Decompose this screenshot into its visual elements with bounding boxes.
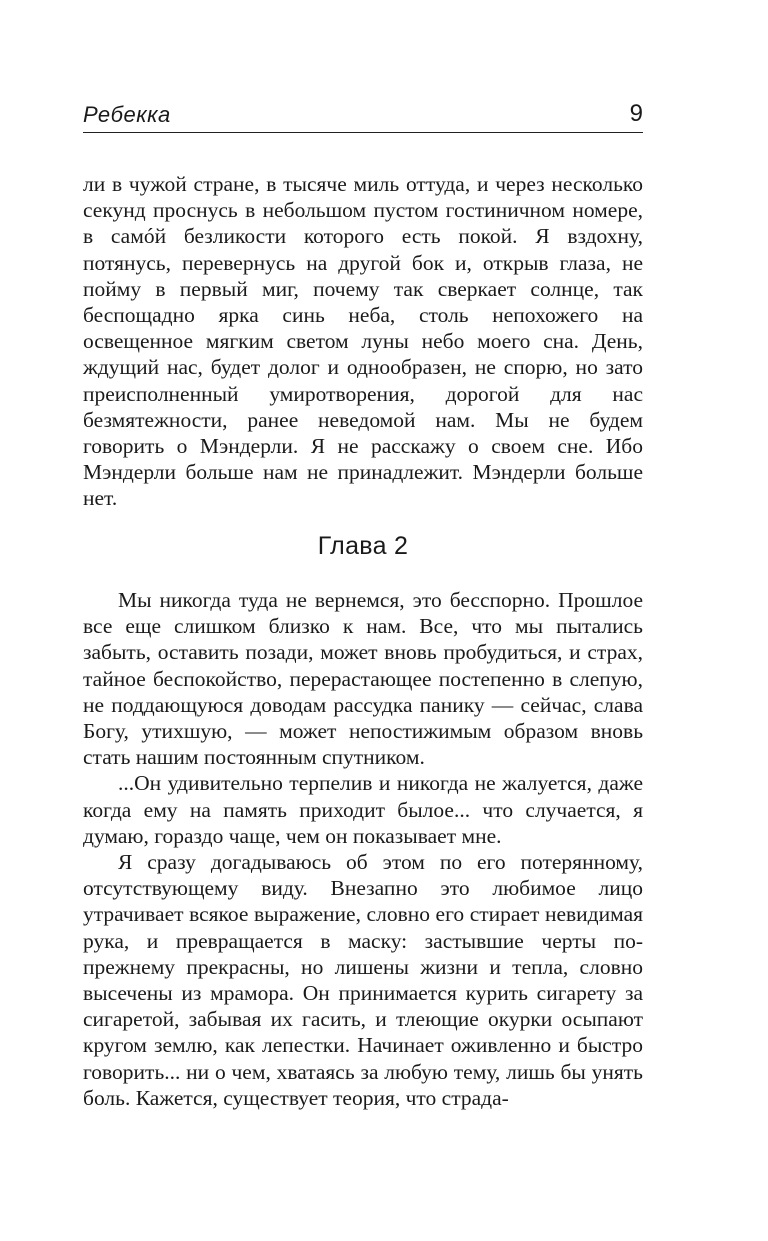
page-number: 9 [629,100,643,127]
chapter-heading: Глава 2 [317,532,409,560]
chapter-text [83,587,643,1111]
paragraph-continuation: ли в чужой стране, в тысяче миль оттуда, и через несколько секунд проснусь в небольшом пустом гостиничном номере, в самóй безликости которого есть покой. Я вздохну, потянусь, перевернусь на другой бок и, открыв глаза, не пойму в первый миг, почему так сверкает солнце, так беспощадно ярка синь неба, столь непохожего на освещенное мягким светом луны небо моего сна. День, ждущий нас, будет долог и однообразен, не спорю, но зато преисполненный умиротворения, дорогой для нас безмятежности, ранее неведомой нам. Мы не будем говорить о Мэндерли. Я не расскажу о своем сне. Ибо Мэндерли больше нам не принадлежит. Мэндерли больше нет. [83,172,643,511]
paragraph-1: Мы никогда туда не вернемся, это бесспорно. Прошлое все еще слишком близко к нам. Все, что мы пытались забыть, оставить позади, может вновь пробудиться, и страх, тайное беспокойство, перерастающее постепенно в слепую, не поддающуюся доводам рассудка панику — сейчас, слава Богу, утихшую, — может непостижимым образом вновь стать нашим постоянным спутником. [83,588,643,770]
book-page [83,0,643,1241]
running-title: Ребекка [83,102,171,127]
paragraph-3: Я сразу догадываюсь об этом по его потерянному, отсутствующему виду. Внезапно это любимое лицо утрачивает всякое выражение, словно его стирает невидимая рука, и превращается в маску: застывшие черты по-прежнему прекрасны, но лишены жизни и тепла, словно высечены из мрамора. Он принимается курить сигарету за сигаретой, забывая их гасить, и тлеющие окурки осыпают кругом землю, как лепестки. Начинает оживленно и быстро говорить... ни о чем, хватаясь за любую тему, лишь бы унять боль. Кажется, существует теория, что страда- [83,850,643,1110]
continuation-text [83,171,643,512]
paragraph-2: ...Он удивительно терпелив и никогда не жалуется, даже когда ему на память приходит былое... что случается, я думаю, гораздо чаще, чем он показывает мне. [83,771,643,848]
running-header [83,100,643,133]
